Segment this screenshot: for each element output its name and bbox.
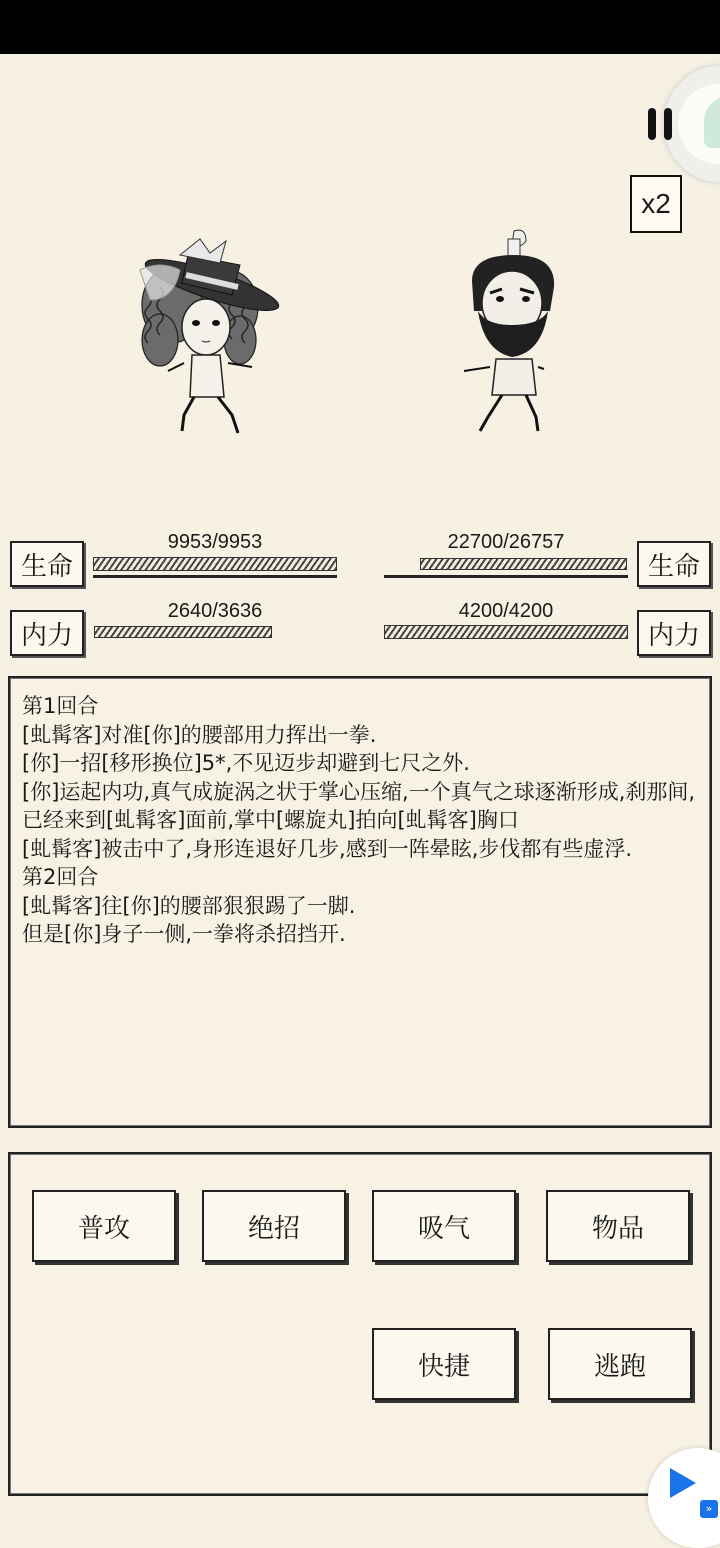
- speed-toggle-button[interactable]: x2: [630, 175, 682, 233]
- enemy-hp-value: 22700/26757: [447, 531, 565, 553]
- enemy-hp-underline: [384, 575, 628, 578]
- player-hp-value: 9953/9953: [167, 531, 263, 553]
- enemy-mp-bar-fill: [385, 626, 627, 638]
- player-hp-label: 生命: [10, 541, 84, 587]
- player-hp-bar: [93, 557, 337, 571]
- log-line: 第2回合: [22, 865, 99, 889]
- attack-button[interactable]: 普攻: [32, 1190, 176, 1262]
- enemy-hp-bar-fill: [420, 558, 627, 570]
- fast-forward-icon[interactable]: »: [700, 1500, 718, 1518]
- log-line: [虬髯客]对准[你]的腰部用力挥出一拳.: [22, 722, 377, 747]
- player-mp-label: 内力: [10, 610, 84, 656]
- player-character: [120, 225, 290, 440]
- flee-button[interactable]: 逃跑: [548, 1328, 692, 1400]
- log-line: [虬髯客]被击中了,身形连退好几步,感到一阵晕眩,步伐都有些虚浮.: [22, 836, 633, 861]
- enemy-hp-bar: [384, 557, 628, 571]
- enemy-mp-value: 4200/4200: [458, 600, 554, 622]
- player-hp-underline: [93, 575, 337, 578]
- status-bar: [0, 0, 720, 54]
- enemy-mp-bar: [384, 625, 628, 639]
- player-hp-bar-fill: [94, 558, 336, 570]
- battle-log-panel[interactable]: [8, 676, 712, 1128]
- enemy-mp-label: 内力: [637, 610, 711, 656]
- action-panel: [8, 1152, 712, 1496]
- enemy-hp-label: 生命: [637, 541, 711, 587]
- player-mp-bar: [93, 625, 337, 639]
- pause-icon[interactable]: [644, 108, 678, 140]
- ultimate-button[interactable]: 绝招: [202, 1190, 346, 1262]
- breathe-button[interactable]: 吸气: [372, 1190, 516, 1262]
- log-line: [你]运起内功,真气成旋涡之状于掌心压缩,一个真气之球逐渐形成,刹那间,已经来到[虬髯客]面前,掌中[螺旋丸]拍向[虬髯客]胸口: [22, 779, 696, 832]
- shortcut-button[interactable]: 快捷: [372, 1328, 516, 1400]
- battle-log: [22, 692, 708, 949]
- log-line: 第1回合: [22, 694, 99, 718]
- log-line: [虬髯客]往[你]的腰部狠狠踢了一脚.: [22, 893, 356, 918]
- enemy-character: [450, 225, 570, 440]
- player-mp-value: 2640/3636: [167, 600, 263, 622]
- items-button[interactable]: 物品: [546, 1190, 690, 1262]
- log-line: 但是[你]身子一侧,一拳将杀招挡开.: [22, 922, 346, 946]
- player-mp-bar-fill: [94, 626, 272, 638]
- log-line: [你]一招[移形换位]5*,不见迈步却避到七尺之外.: [22, 751, 470, 775]
